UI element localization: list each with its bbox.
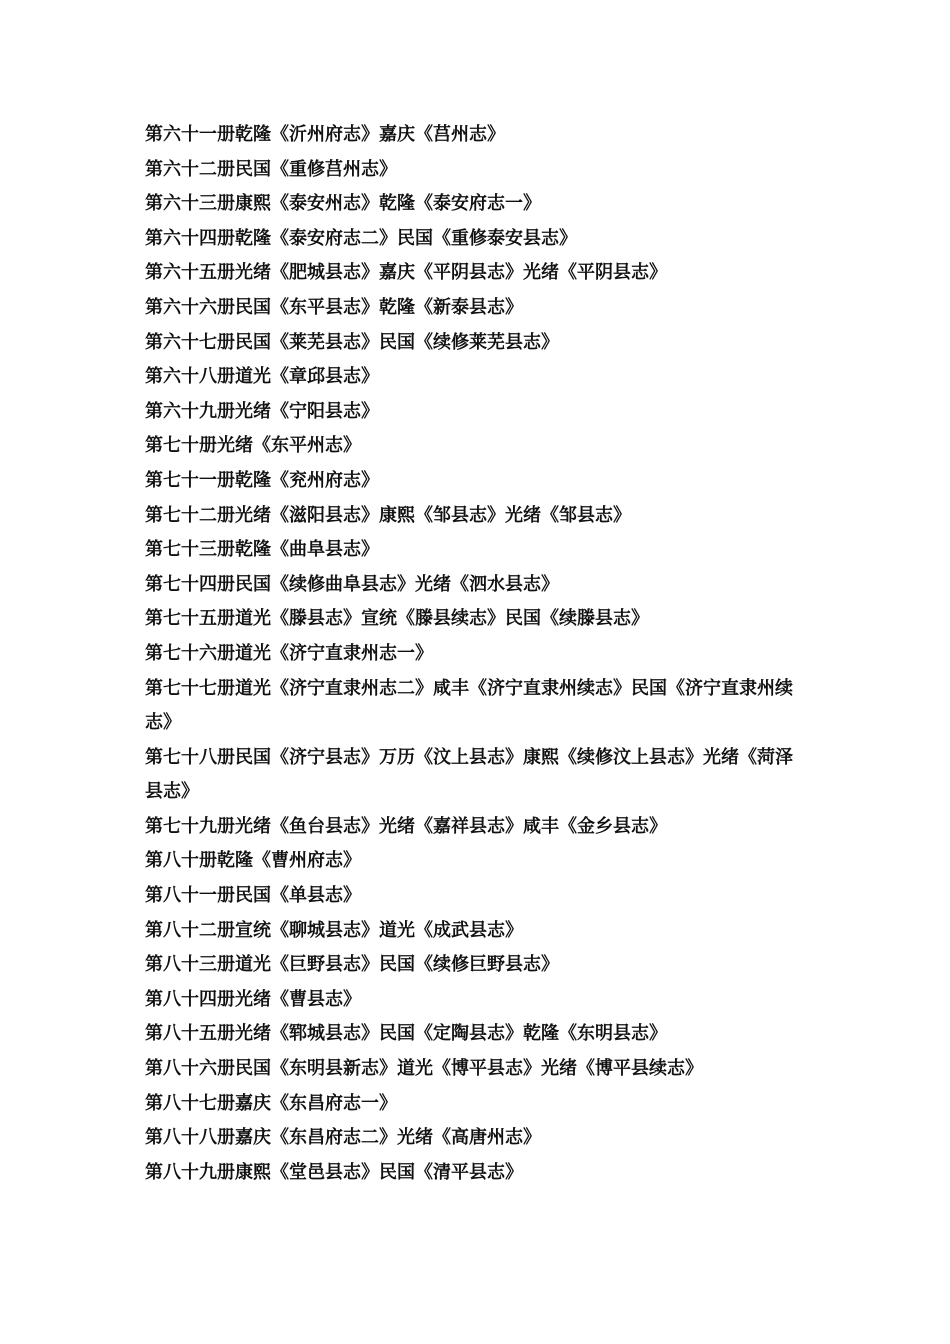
volume-entry: 第八十五册光绪《郓城县志》民国《定陶县志》乾隆《东明县志》 bbox=[145, 1023, 667, 1045]
volume-entry: 第七十册光绪《东平州志》 bbox=[145, 435, 361, 457]
volume-entry: 第六十二册民国《重修莒州志》 bbox=[145, 158, 397, 180]
volume-entry: 第七十三册乾隆《曲阜县志》 bbox=[145, 539, 379, 561]
volume-entry: 第六十七册民国《莱芜县志》民国《续修莱芜县志》 bbox=[145, 331, 559, 353]
volume-entry: 第七十二册光绪《滋阳县志》康熙《邹县志》光绪《邹县志》 bbox=[145, 504, 631, 526]
volume-entry: 第六十四册乾隆《泰安府志二》民国《重修泰安县志》 bbox=[145, 227, 577, 249]
volume-entry: 第六十五册光绪《肥城县志》嘉庆《平阴县志》光绪《平阴县志》 bbox=[145, 262, 667, 284]
volume-entry: 第八十二册宣统《聊城县志》道光《成武县志》 bbox=[145, 919, 523, 941]
volume-entry: 第七十九册光绪《鱼台县志》光绪《嘉祥县志》咸丰《金乡县志》 bbox=[145, 815, 667, 837]
volume-entry: 第八十三册道光《巨野县志》民国《续修巨野县志》 bbox=[145, 954, 559, 976]
volume-entry: 第六十三册康熙《泰安州志》乾隆《泰安府志一》 bbox=[145, 193, 541, 215]
volume-entry: 第八十一册民国《单县志》 bbox=[145, 885, 361, 907]
volume-entry: 第八十九册康熙《堂邑县志》民国《清平县志》 bbox=[145, 1161, 523, 1183]
volume-entry: 第七十六册道光《济宁直隶州志一》 bbox=[145, 642, 433, 664]
volume-list bbox=[145, 118, 810, 1190]
volume-entry: 第八十四册光绪《曹县志》 bbox=[145, 988, 361, 1010]
volume-entry: 第八十七册嘉庆《东昌府志一》 bbox=[145, 1092, 397, 1114]
volume-entry: 第七十五册道光《滕县志》宣统《滕县续志》民国《续滕县志》 bbox=[145, 608, 649, 630]
volume-entry: 第七十一册乾隆《兖州府志》 bbox=[145, 469, 379, 491]
volume-entry: 第六十一册乾隆《沂州府志》嘉庆《莒州志》 bbox=[145, 124, 505, 145]
volume-entry: 第七十七册道光《济宁直隶州志二》咸丰《济宁直隶州续志》民国《济宁直隶州续志》 bbox=[145, 677, 793, 734]
volume-entry: 第六十八册道光《章邱县志》 bbox=[145, 366, 379, 388]
volume-entry: 第八十六册民国《东明县新志》道光《博平县志》光绪《博平县续志》 bbox=[145, 1058, 703, 1080]
volume-entry: 第八十册乾隆《曹州府志》 bbox=[145, 850, 361, 872]
volume-entry: 第六十九册光绪《宁阳县志》 bbox=[145, 400, 379, 422]
volume-entry: 第七十八册民国《济宁县志》万历《汶上县志》康熙《续修汶上县志》光绪《菏泽县志》 bbox=[145, 746, 793, 803]
volume-entry: 第六十六册民国《东平县志》乾隆《新泰县志》 bbox=[145, 296, 523, 318]
volume-entry: 第八十八册嘉庆《东昌府志二》光绪《高唐州志》 bbox=[145, 1127, 541, 1149]
volume-entry: 第七十四册民国《续修曲阜县志》光绪《泗水县志》 bbox=[145, 573, 559, 595]
